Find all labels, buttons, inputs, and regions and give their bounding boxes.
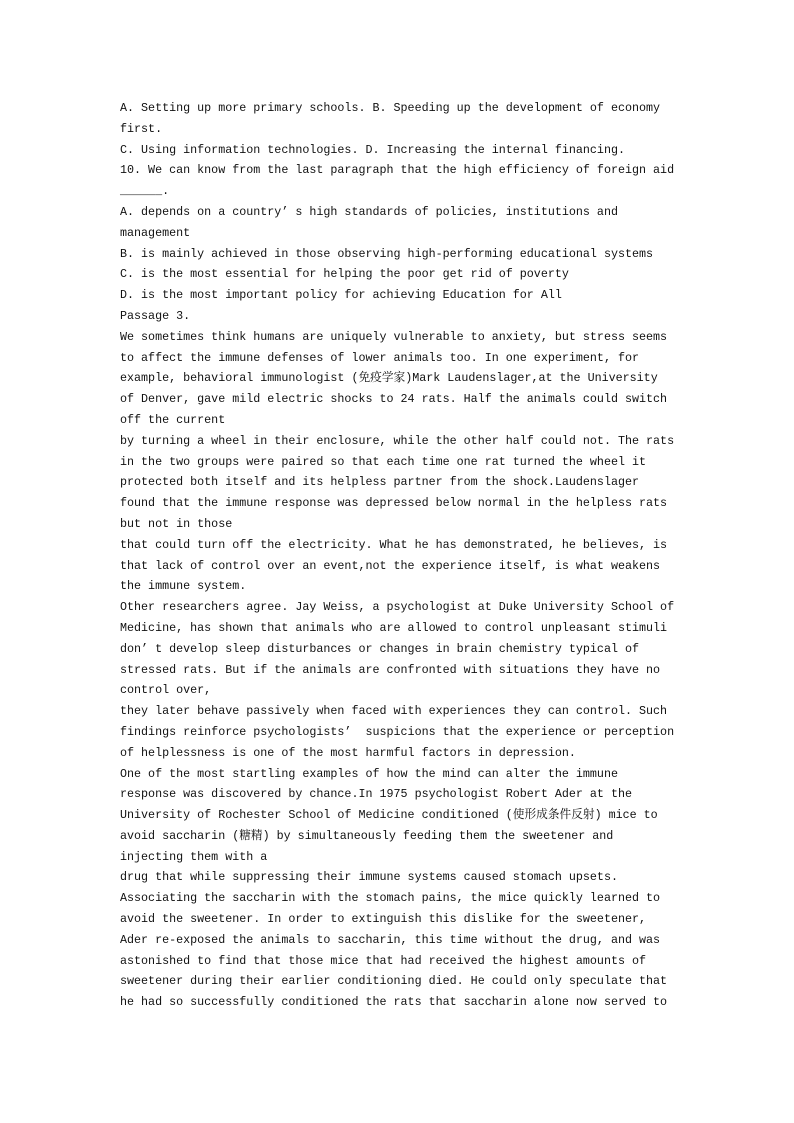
text-line: injecting them with a [120,849,268,864]
text-line: first. [120,121,163,136]
text-line: avoid the sweetener. In order to extinguish this dislike for the sweetener, [120,912,647,927]
text-line: stressed rats. But if the animals are confronted with situations they have no [120,662,661,677]
text-line: the immune system. [120,579,247,594]
text-line: Other researchers agree. Jay Weiss, a psychologist at Duke University School of [120,600,675,615]
text-line: C. is the most essential for helping the poor get rid of poverty [120,267,569,282]
text-line: Medicine, has shown that animals who are allowed to control unpleasant stimuli [120,620,668,635]
text-line: findings reinforce psychologists’ suspicions that the experience or perception [120,724,675,739]
text-line: he had so successfully conditioned the rats that saccharin alone now served to [120,995,668,1010]
text-line: off the current [120,412,226,427]
text-line: astonished to find that those mice that had received the highest amounts of [120,953,647,968]
text-line: that could turn off the electricity. What he has demonstrated, he believes, is [120,537,668,552]
text-line: example, behavioral immunologist (免疫学家)Mark Laudenslager,at the University [120,371,658,386]
text-line: to affect the immune defenses of lower animals too. In one experiment, for [120,350,640,365]
text-line: One of the most startling examples of how the mind can alter the immune [120,766,618,781]
text-line: but not in those [120,516,233,531]
text-line: Associating the saccharin with the stomach pains, the mice quickly learned to [120,891,661,906]
text-line: drug that while suppressing their immune systems caused stomach upsets. [120,870,618,885]
text-line: avoid saccharin (糖精) by simultaneously feeding them the sweetener and [120,828,614,843]
text-line: Passage 3. [120,308,191,323]
text-line: C. Using information technologies. D. Increasing the internal financing. [120,142,625,157]
document-body [120,98,690,1013]
text-line: by turning a wheel in their enclosure, while the other half could not. The rats [120,433,675,448]
text-line: University of Rochester School of Medicine conditioned (使形成条件反射) mice to [120,808,658,823]
text-line: B. is mainly achieved in those observing high-performing educational systems [120,246,654,261]
text-line: management [120,225,191,240]
text-line: A. Setting up more primary schools. B. Speeding up the development of economy [120,101,661,115]
text-line: found that the immune response was depressed below normal in the helpless rats [120,496,668,511]
text-line: in the two groups were paired so that each time one rat turned the wheel it [120,454,647,469]
text-line: 10. We can know from the last paragraph that the high efficiency of foreign aid [120,163,675,178]
text-line: We sometimes think humans are uniquely vulnerable to anxiety, but stress seems [120,329,668,344]
text-line: control over, [120,683,212,698]
text-line: don’ t develop sleep disturbances or changes in brain chemistry typical of [120,641,640,656]
text-line: A. depends on a country’ s high standards of policies, institutions and [120,204,618,219]
text-line: they later behave passively when faced with experiences they can control. Such [120,704,668,719]
text-line: protected both itself and its helpless partner from the shock.Laudenslager [120,475,640,490]
text-line: response was discovered by chance.In 1975 psychologist Robert Ader at the [120,787,632,802]
text-line: sweetener during their earlier conditioning died. He could only speculate that [120,974,668,989]
text-line: of Denver, gave mild electric shocks to 24 rats. Half the animals could switch [120,392,668,407]
text-line: Ader re-exposed the animals to saccharin, this time without the drug, and was [120,932,661,947]
text-line: ______. [120,184,170,199]
text-line: D. is the most important policy for achieving Education for All [120,288,562,303]
text-line: that lack of control over an event,not the experience itself, is what weakens [120,558,661,573]
text-line: of helplessness is one of the most harmful factors in depression. [120,745,576,760]
